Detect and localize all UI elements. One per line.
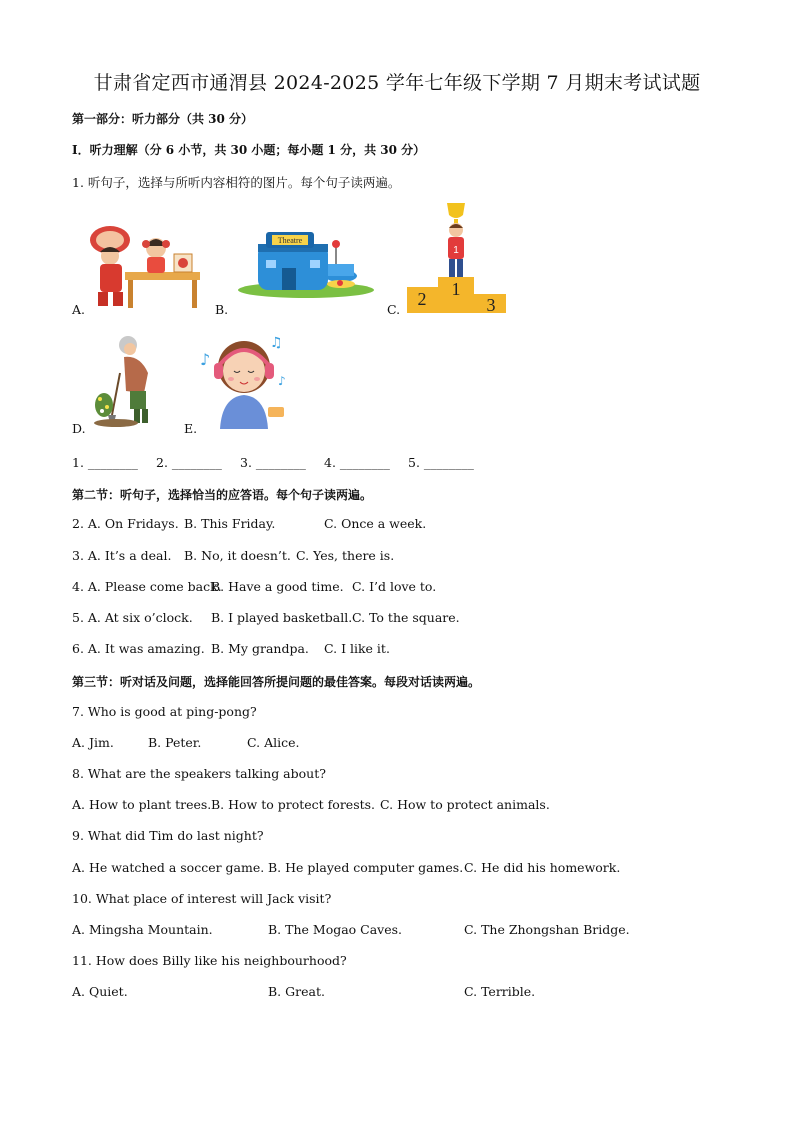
- option-b[interactable]: B. He played computer games.: [268, 860, 464, 875]
- music-note-icon: ♪: [200, 350, 211, 369]
- podium-number-2: 2: [417, 289, 427, 309]
- section3-heading: 第三节：听对话及问题，选择能回答所提问题的最佳答案。每段对话读两遍。: [72, 675, 481, 689]
- music-note-icon: ♫: [270, 335, 283, 351]
- option-b[interactable]: B. Great.: [268, 984, 325, 999]
- option-b[interactable]: B. Peter.: [148, 735, 202, 750]
- question-9-stem: 9. What did Tim do last night?: [72, 828, 264, 843]
- option-c[interactable]: C. Yes, there is.: [296, 548, 395, 563]
- picture-label-e: E.: [184, 421, 198, 436]
- option-a[interactable]: A. Mingsha Mountain.: [72, 922, 213, 937]
- option-b[interactable]: B. My grandpa.: [211, 641, 309, 656]
- section2-heading: 第二节：听句子，选择恰当的应答语。每个句子读两遍。: [72, 488, 373, 502]
- picture-label-b: B.: [215, 302, 229, 317]
- option-a[interactable]: A. Jim.: [72, 735, 114, 750]
- answer-blank-2[interactable]: 2. ________: [156, 455, 222, 470]
- question-11-stem: 11. How does Billy like his neighbourhood?: [72, 953, 347, 968]
- option-a[interactable]: A. Quiet.: [72, 984, 128, 999]
- option-b[interactable]: B. The Mogao Caves.: [268, 922, 403, 937]
- option-b[interactable]: B. This Friday.: [184, 516, 276, 531]
- part1-heading: 第一部分：听力部分（共 30 分）: [72, 112, 254, 126]
- picture-a-children-celebrating: [80, 222, 205, 312]
- option-c[interactable]: C. Alice.: [247, 735, 300, 750]
- option-a[interactable]: 2. A. On Fridays.: [72, 516, 179, 531]
- question-8-stem: 8. What are the speakers talking about?: [72, 766, 326, 781]
- trophy-shirt-number: 1: [453, 245, 459, 256]
- answer-blank-4[interactable]: 4. ________: [324, 455, 390, 470]
- question-7-stem: 7. Who is good at ping-pong?: [72, 704, 257, 719]
- option-c[interactable]: C. Once a week.: [324, 516, 427, 531]
- option-a[interactable]: 4. A. Please come back.: [72, 579, 222, 594]
- option-b[interactable]: B. I played basketball.: [211, 610, 353, 625]
- answer-blank-1[interactable]: 1. ________: [72, 455, 138, 470]
- theatre-sign-text: Theatre: [277, 236, 303, 245]
- picture-c-podium-winner: [405, 199, 510, 315]
- option-a[interactable]: 5. A. At six o’clock.: [72, 610, 193, 625]
- option-a[interactable]: 3. A. It’s a deal.: [72, 548, 172, 563]
- option-b[interactable]: B. How to protect forests.: [211, 797, 376, 812]
- picture-label-d: D.: [72, 421, 86, 436]
- picture-label-c: C.: [387, 302, 401, 317]
- option-a[interactable]: A. He watched a soccer game.: [72, 860, 265, 875]
- picture-label-a: A.: [72, 302, 86, 317]
- answer-blank-5[interactable]: 5. ________: [408, 455, 474, 470]
- option-c[interactable]: C. He did his homework.: [464, 860, 621, 875]
- picture-e-girl-listening-music: [198, 333, 294, 430]
- option-c[interactable]: C. To the square.: [352, 610, 460, 625]
- option-c[interactable]: C. How to protect animals.: [380, 797, 550, 812]
- option-b[interactable]: B. Have a good time.: [211, 579, 344, 594]
- podium-number-1: 1: [451, 279, 461, 299]
- option-c[interactable]: C. The Zhongshan Bridge.: [464, 922, 630, 937]
- option-c[interactable]: C. Terrible.: [464, 984, 536, 999]
- podium-number-3: 3: [486, 295, 496, 315]
- music-note-icon: ♪: [278, 374, 286, 388]
- question-10-stem: 10. What place of interest will Jack visit?: [72, 891, 332, 906]
- picture-b-theatre: [236, 224, 376, 299]
- section1-heading: Ⅰ．听力理解（分 6 小节，共 30 小题；每小题 1 分，共 30 分）: [72, 143, 426, 157]
- answer-blank-3[interactable]: 3. ________: [240, 455, 306, 470]
- option-c[interactable]: C. I like it.: [324, 641, 390, 656]
- option-a[interactable]: 6. A. It was amazing.: [72, 641, 205, 656]
- option-b[interactable]: B. No, it doesn’t.: [184, 548, 291, 563]
- option-a[interactable]: A. How to plant trees.: [72, 797, 212, 812]
- picture-d-grandmother-planting: [90, 333, 170, 428]
- q1-instruction: 1. 听句子，选择与所听内容相符的图片。每个句子读两遍。: [72, 175, 401, 190]
- option-c[interactable]: C. I’d love to.: [352, 579, 437, 594]
- page-title: 甘肃省定西市通渭县 2024-2025 学年七年级下学期 7 月期末考试试题: [93, 72, 701, 94]
